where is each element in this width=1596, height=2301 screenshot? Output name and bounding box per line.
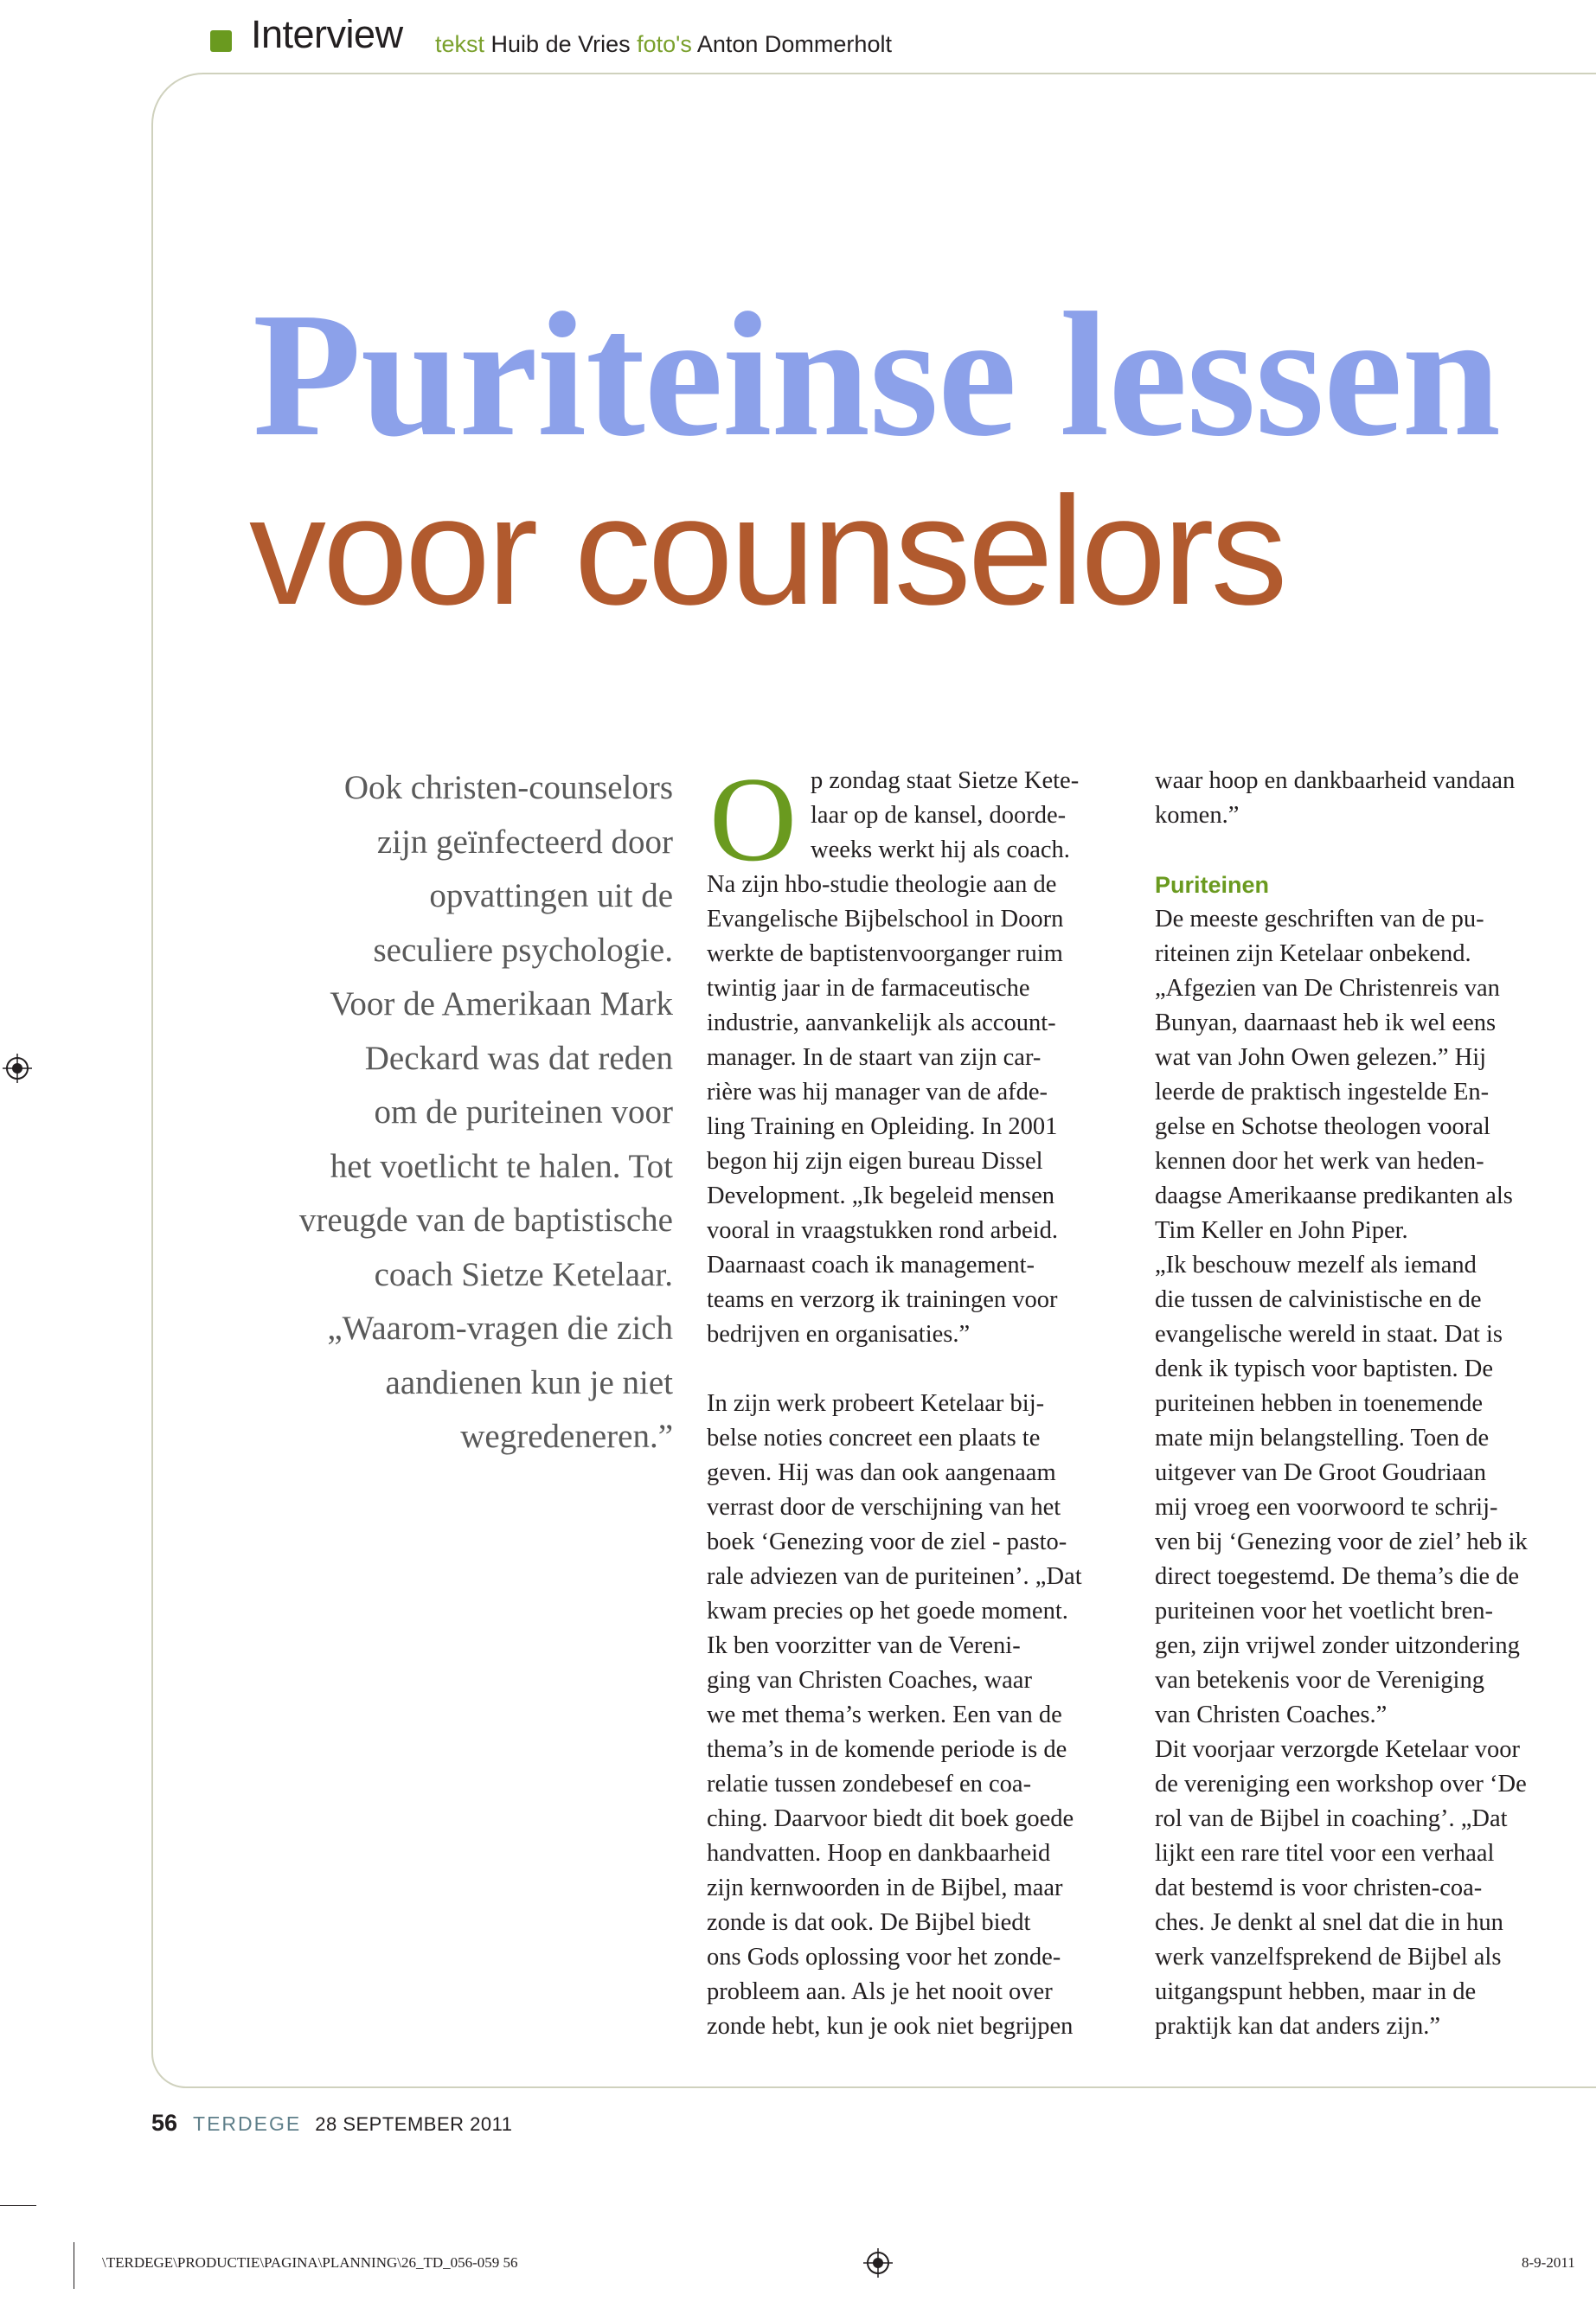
section-label: Interview (251, 12, 403, 56)
text-line: handvatten. Hoop en dankbaarheid (707, 1840, 1051, 1867)
article-column-2 (1155, 764, 1587, 2044)
text-line: zonde is dat ook. De Bijbel biedt (707, 1909, 1031, 1936)
text-line: gelse en Schotse theologen vooral (1155, 1113, 1490, 1140)
text-line: lijkt een rare titel voor een verhaal (1155, 1840, 1495, 1867)
text-line: werk vanzelfsprekend de Bijbel als (1155, 1944, 1502, 1971)
text-line: Dit voorjaar verzorgde Ketelaar voor (1155, 1736, 1521, 1763)
print-slug-date: 8-9-2011 (1522, 2254, 1575, 2271)
text-line: manager. In de staart van zijn car- (707, 1044, 1042, 1071)
paragraph-gap (707, 1352, 1131, 1387)
text-line: dat bestemd is voor christen-coa- (1155, 1875, 1483, 1901)
intro-line: het voetlicht te halen. Tot (330, 1147, 673, 1185)
text-line: rière was hij manager van de afde- (707, 1079, 1048, 1106)
subheadline: voor counselors (249, 465, 1285, 637)
text-line: gen, zijn vrijwel zonder uitzondering (1155, 1632, 1520, 1659)
text-line: zijn kernwoorden in de Bijbel, maar (707, 1875, 1063, 1901)
text-line: puriteinen hebben in toenemende (1155, 1390, 1484, 1417)
magazine-name: TERDEGE (193, 2112, 302, 2135)
paragraph-gap (1155, 833, 1587, 868)
text-line: die tussen de calvinistische en de (1155, 1286, 1482, 1313)
text-line: probleem aan. Als je het nooit over (707, 1978, 1053, 2005)
print-slug-path: \TERDEGE\PRODUCTIE\PAGINA\PLANNING\26_TD_056-059 56 (102, 2254, 518, 2271)
text-line: Bunyan, daarnaast heb ik wel eens (1155, 1009, 1497, 1036)
text-line: rale adviezen van de puriteinen’. „Dat (707, 1563, 1082, 1590)
text-line: De meeste geschriften van de pu- (1155, 906, 1484, 933)
intro-line: Ook christen-counselors (343, 769, 673, 806)
text-line: begon hij zijn eigen bureau Dissel (707, 1148, 1043, 1175)
text-line: ons Gods oplossing voor het zonde- (707, 1944, 1061, 1971)
intro-lead (232, 761, 673, 1465)
text-line: kennen door het werk van heden- (1155, 1148, 1484, 1175)
intro-line: zijn geïnfecteerd door (376, 823, 673, 861)
text-line: Tim Keller en John Piper. (1155, 1217, 1408, 1244)
text-line: van Christen Coaches.” (1155, 1702, 1388, 1728)
text-line: thema’s in de komende periode is de (707, 1736, 1067, 1763)
intro-line: Voor de Amerikaan Mark (330, 985, 673, 1022)
photo-label: foto's (637, 31, 692, 57)
author-name: Huib de Vries (490, 31, 631, 57)
photographer-name: Anton Dommerholt (696, 31, 892, 57)
text-line: relatie tussen zondebesef en coa- (707, 1771, 1032, 1798)
text-line: wat van John Owen gelezen.” Hij (1155, 1044, 1487, 1071)
text-line: geven. Hij was dan ook aangenaam (707, 1459, 1056, 1486)
text-line: van betekenis voor de Vereniging (1155, 1667, 1484, 1694)
text-line: industrie, aanvankelijk als account- (707, 1009, 1056, 1036)
text-line: verrast door de verschijning van het (707, 1494, 1061, 1521)
text-line: weeks werkt hij als coach. (811, 836, 1070, 863)
page-number: 56 (151, 2110, 178, 2136)
text-line: werkte de baptistenvoorganger ruim (707, 940, 1063, 967)
issue-date: 28 SEPTEMBER 2011 (315, 2113, 513, 2135)
text-line: uitgangspunt hebben, maar in de (1155, 1978, 1477, 2005)
section-subhead: Puriteinen (1155, 872, 1270, 898)
text-line: ging van Christen Coaches, waar (707, 1667, 1032, 1694)
page-footer (151, 2110, 512, 2137)
text-line: rol van de Bijbel in coaching’. „Dat (1155, 1805, 1508, 1832)
text-line: ling Training en Opleiding. In 2001 (707, 1113, 1058, 1140)
text-line: waar hoop en dankbaarheid vandaan (1155, 767, 1516, 794)
text-line: teams en verzorg ik trainingen voor (707, 1286, 1058, 1313)
article-column-1 (707, 764, 1131, 2044)
text-line: we met thema’s werken. Een van de (707, 1702, 1062, 1728)
intro-line: vreugde van de baptistische (298, 1202, 673, 1239)
byline (435, 31, 892, 58)
intro-line: Deckard was dat reden (364, 1039, 673, 1077)
text-line: ven bij ‘Genezing voor de ziel’ heb ik (1155, 1529, 1528, 1555)
text-line: Daarnaast coach ik management- (707, 1252, 1035, 1279)
text-line: ching. Daarvoor biedt dit boek goede (707, 1805, 1074, 1832)
registration-mark-icon (3, 1054, 32, 1083)
intro-line: „Waarom-vragen die zich (327, 1310, 673, 1347)
intro-line: om de puriteinen voor (374, 1093, 673, 1131)
text-line: uitgever van De Groot Goudriaan (1155, 1459, 1487, 1486)
text-line: Ik ben voorzitter van de Vereni- (707, 1632, 1021, 1659)
text-line: Development. „Ik begeleid mensen (707, 1183, 1055, 1209)
drop-cap: O (709, 753, 798, 887)
text-line: praktijk kan dat anders zijn.” (1155, 2013, 1441, 2040)
text-line: komen.” (1155, 802, 1240, 829)
crop-mark (0, 2205, 36, 2206)
text-line: boek ‘Genezing voor de ziel - pasto- (707, 1529, 1067, 1555)
text-line: mate mijn belangstelling. Toen de (1155, 1425, 1490, 1452)
text-line: vooral in vraagstukken rond arbeid. (707, 1217, 1058, 1244)
text-line: evangelische wereld in staat. Dat is (1155, 1321, 1503, 1348)
intro-line: aandienen kun je niet (385, 1363, 673, 1401)
headline: Puriteinse lessen (253, 275, 1500, 473)
text-line: de vereniging een workshop over ‘De (1155, 1771, 1527, 1798)
text-line: mij vroeg een voorwoord te schrij- (1155, 1494, 1498, 1521)
section-marker-square (210, 30, 232, 52)
text-line: leerde de praktisch ingestelde En- (1155, 1079, 1490, 1106)
intro-line: seculiere psychologie. (373, 931, 673, 969)
registration-mark-icon (863, 2248, 893, 2278)
text-label: tekst (435, 31, 485, 57)
text-line: „Afgezien van De Christenreis van (1155, 975, 1500, 1002)
text-line: laar op de kansel, doorde- (811, 802, 1067, 829)
text-line: denk ik typisch voor baptisten. De (1155, 1356, 1494, 1382)
text-line: kwam precies op het goede moment. (707, 1598, 1068, 1625)
text-line: riteinen zijn Ketelaar onbekend. (1155, 940, 1471, 967)
intro-line: coach Sietze Ketelaar. (374, 1255, 673, 1293)
intro-line: opvattingen uit de (429, 877, 673, 914)
text-line: „Ik beschouw mezelf als iemand (1155, 1252, 1477, 1279)
text-line: belse noties concreet een plaats te (707, 1425, 1041, 1452)
intro-line: wegredeneren.” (460, 1418, 673, 1455)
text-line: bedrijven en organisaties.” (707, 1321, 971, 1348)
text-line: twintig jaar in de farmaceutische (707, 975, 1030, 1002)
text-line: p zondag staat Sietze Kete- (811, 767, 1080, 794)
text-line: Evangelische Bijbelschool in Doorn (707, 906, 1064, 933)
text-line: direct toegestemd. De thema’s die de (1155, 1563, 1520, 1590)
text-line: Na zijn hbo-studie theologie aan de (707, 871, 1057, 898)
text-line: puriteinen voor het voetlicht bren- (1155, 1598, 1493, 1625)
text-line: In zijn werk probeert Ketelaar bij- (707, 1390, 1045, 1417)
text-line: zonde hebt, kun je ook niet begrijpen (707, 2013, 1074, 2040)
text-line: daagse Amerikaanse predikanten als (1155, 1183, 1513, 1209)
text-line: ches. Je denkt al snel dat die in hun (1155, 1909, 1503, 1936)
